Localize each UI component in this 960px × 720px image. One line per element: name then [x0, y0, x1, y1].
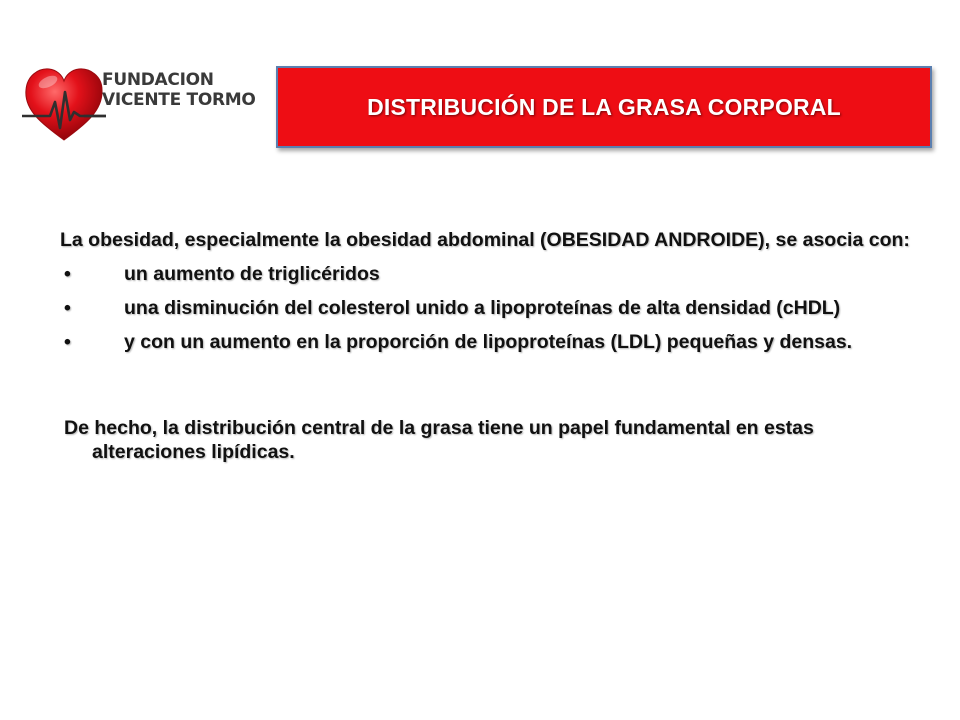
list-item: [60, 330, 910, 354]
bullet-text: y con un aumento en la proporción de lipoproteínas (LDL) pequeñas y densas.: [124, 331, 853, 353]
conclusion-paragraph: De hecho, la distribución central de la grasa tiene un papel fundamental en estas alteraciones lipídicas.: [64, 417, 814, 463]
list-item: [60, 262, 910, 286]
slide-title: DISTRIBUCIÓN DE LA GRASA CORPORAL: [367, 93, 841, 120]
fundacion-logo: [22, 66, 256, 146]
bullet-text: un aumento de triglicéridos: [124, 263, 380, 285]
logo-line-2: VICENTE TORMO: [102, 90, 256, 110]
bullet-icon: •: [64, 263, 71, 285]
bullet-icon: •: [64, 297, 71, 319]
intro-paragraph: La obesidad, especialmente la obesidad abdominal (OBESIDAD ANDROIDE), se asocia con:: [60, 229, 910, 251]
list-item: [60, 296, 910, 320]
bullet-text: una disminución del colesterol unido a lipoproteínas de alta densidad (cHDL): [124, 297, 841, 319]
logo-text: [102, 70, 256, 110]
slide-content: [60, 228, 910, 464]
bullet-icon: •: [64, 331, 71, 353]
logo-line-1: FUNDACION: [102, 70, 214, 90]
title-box: [276, 66, 932, 148]
bullet-list: [60, 262, 910, 354]
heart-ecg-icon: [22, 66, 106, 144]
